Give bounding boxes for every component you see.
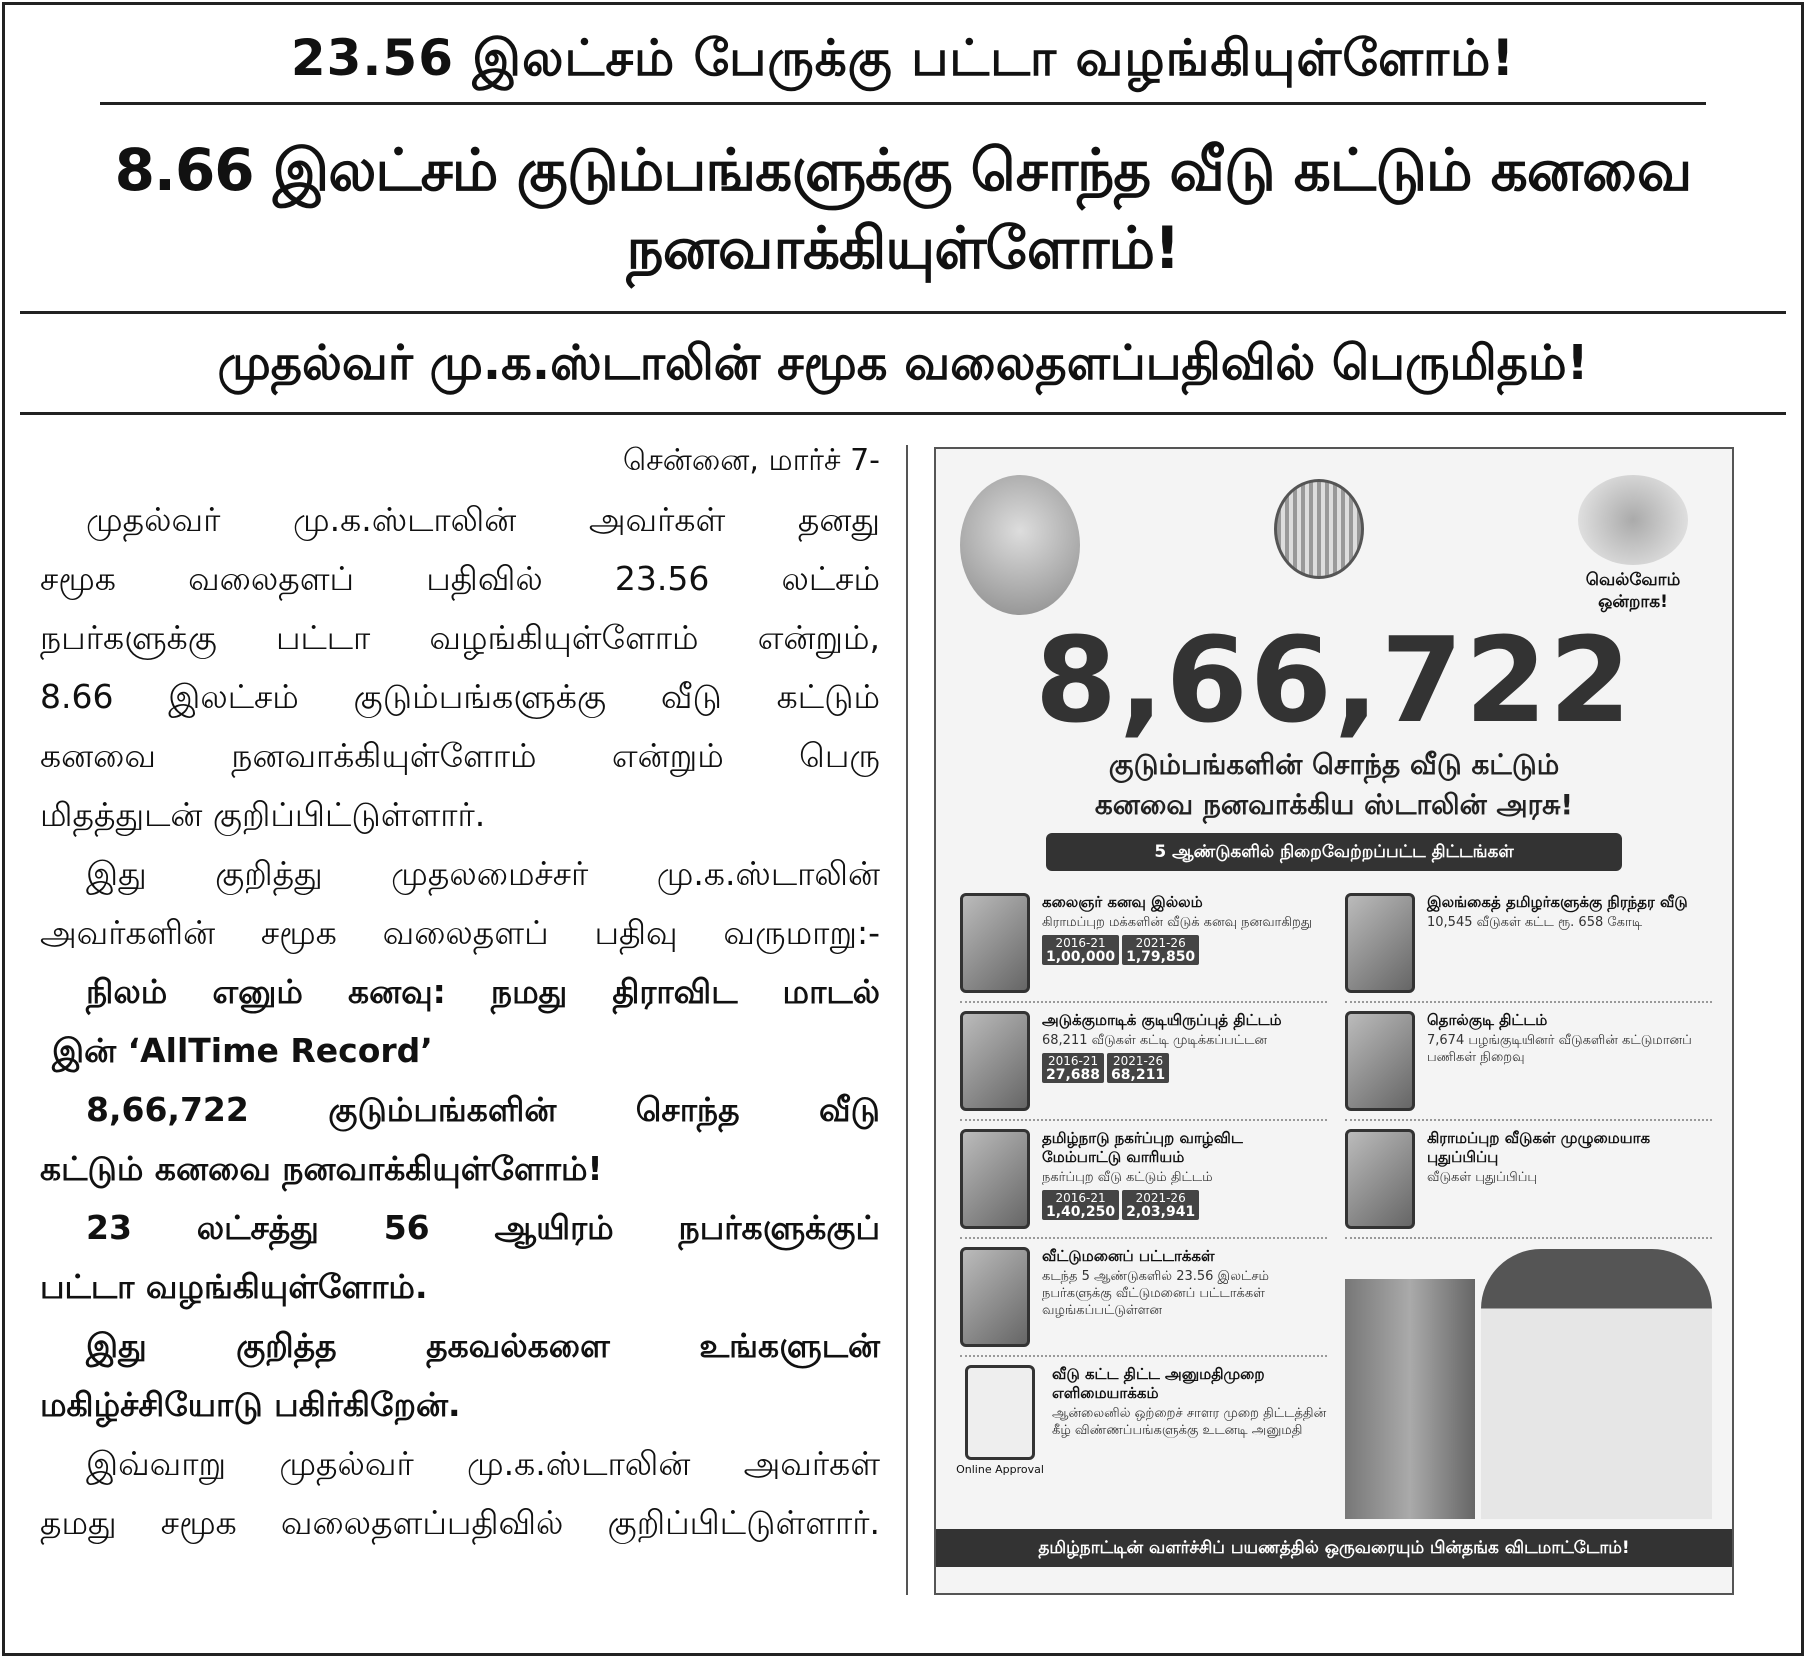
scheme-item	[960, 1121, 1327, 1239]
item-body	[1042, 1011, 1327, 1084]
item-text: 10,545 வீடுகள் கட்ட ரூ. 658 கோடி	[1427, 915, 1643, 930]
ad-visual	[1345, 1249, 1712, 1519]
stat-label: 2021-26	[1135, 936, 1186, 950]
slogan: வெல்வோம் ஒன்றாக!	[1585, 570, 1681, 612]
article-body	[20, 431, 880, 1552]
stat-value: 2,03,941	[1126, 1204, 1196, 1220]
article-line: மிதத்துடன் குறிப்பிட்டுள்ளார்.	[40, 795, 486, 834]
divider	[20, 412, 1786, 415]
item-title: தமிழ்நாடு நகர்ப்புற வாழ்விட மேம்பாட்டு வாரியம்	[1042, 1129, 1243, 1166]
stat-value: 68,211	[1111, 1067, 1166, 1083]
leader-photo	[1578, 475, 1688, 565]
stats-row	[1042, 1190, 1327, 1221]
building-image	[1345, 1279, 1475, 1519]
article-line: இன் ‘AllTime Record’	[52, 1031, 433, 1070]
section-band: 5 ஆண்டுகளில் நிறைவேற்றப்பட்ட திட்டங்கள்	[1046, 833, 1622, 871]
article-line: கட்டும் கனவை நனவாக்கியுள்ளோம்!	[40, 1149, 603, 1188]
item-body	[1042, 893, 1327, 966]
stat-box	[1122, 935, 1199, 965]
item-photo	[960, 1129, 1030, 1229]
laptop-icon	[965, 1365, 1035, 1460]
ad-subtitle: குடும்பங்களின் சொந்த வீடு கட்டும்	[1108, 748, 1560, 781]
item-photo	[960, 1011, 1030, 1111]
item-text: கடந்த 5 ஆண்டுகளில் 23.56 இலட்சம் நபர்களுக்கு வீட்டுமனைப் பட்டாக்கள் வழங்கப்பட்டுள்ளன	[1042, 1269, 1269, 1318]
headline-primary: 23.56 இலட்சம் பேருக்கு பட்டா வழங்கியுள்ளோம்!	[290, 29, 1516, 87]
stat-value: 1,00,000	[1046, 949, 1116, 965]
stat-box	[1042, 1190, 1119, 1220]
item-title: வீட்டுமனைப் பட்டாக்கள்	[1042, 1247, 1215, 1265]
stat-value: 1,40,250	[1046, 1204, 1116, 1220]
dateline: சென்னை, மார்ச் 7-	[622, 443, 880, 478]
emblem-icon	[1274, 479, 1364, 579]
ad-header	[936, 449, 1732, 615]
item-body	[1427, 1129, 1712, 1186]
article-line: 8,66,722 குடும்பங்களின் சொந்த வீடு	[86, 1090, 880, 1129]
content-row	[20, 431, 1786, 1595]
item-text: 68,211 வீடுகள் கட்டி முடிக்கப்பட்டன	[1042, 1033, 1268, 1048]
stat-label: 2016-21	[1047, 1054, 1099, 1068]
item-text: 7,674 பழங்குடியினர் வீடுகளின் கட்டுமானப் பணிகள் நிறைவு	[1427, 1033, 1692, 1065]
article-line: சமூக வலைதளப் பதிவில் 23.56 லட்சம்	[40, 559, 880, 598]
article-line: முதல்வர் மு.க.ஸ்டாலின் அவர்கள் தனது	[86, 500, 880, 539]
ad-footer-band: தமிழ்நாட்டின் வளர்ச்சிப் பயணத்தில் ஒருவரையும் பின்தங்க விடமாட்டோம்!	[936, 1529, 1732, 1567]
scheme-item	[1345, 1003, 1712, 1121]
article-line: தமது சமூக வலைதளப்பதிவில் குறிப்பிட்டுள்ளார்.	[40, 1503, 880, 1542]
stat-box	[1107, 1053, 1169, 1083]
stat-box	[1042, 935, 1119, 965]
item-photo	[960, 1247, 1030, 1347]
scheme-column-left	[956, 885, 1327, 1519]
article-line: இது குறித்த தகவல்களை உங்களுடன்	[86, 1326, 880, 1365]
scheme-item	[956, 1357, 1327, 1485]
online-approval-caption: Online Approval	[956, 1463, 1044, 1476]
advertisement	[934, 447, 1734, 1595]
item-title: கிராமப்புற வீடுகள் முழுமையாக புதுப்பிப்பு	[1427, 1129, 1651, 1166]
stat-label: 2021-26	[1112, 1054, 1164, 1068]
leader-photo	[1481, 1249, 1712, 1519]
item-title: வீடு கட்ட திட்ட அனுமதிமுறை எளிமையாக்கம்	[1052, 1365, 1265, 1402]
article-line: 8.66 இலட்சம் குடும்பங்களுக்கு வீடு கட்டும்	[40, 677, 880, 716]
headline-main: 8.66 இலட்சம் குடும்பங்களுக்கு சொந்த வீடு கட்டும் கனவை நனவாக்கியுள்ளோம்!	[114, 136, 1692, 282]
item-photo	[1345, 893, 1415, 993]
article-line: நபர்களுக்கு பட்டா வழங்கியுள்ளோம் என்றும்,	[40, 618, 880, 657]
portrait-photo	[960, 475, 1080, 615]
stats-row	[1042, 935, 1327, 966]
article-line: மகிழ்ச்சியோடு பகிர்கிறேன்.	[40, 1385, 461, 1424]
item-title: தொல்குடி திட்டம்	[1427, 1011, 1548, 1029]
stat-label: 2021-26	[1135, 1191, 1186, 1205]
leader-badge	[1558, 475, 1708, 613]
scheme-item	[960, 1003, 1327, 1121]
divider	[100, 102, 1706, 105]
stat-value: 27,688	[1046, 1067, 1101, 1083]
item-text: நகர்ப்புற வீடு கட்டும் திட்டம்	[1042, 1170, 1213, 1185]
scheme-grid	[936, 885, 1732, 1529]
stat-box	[1122, 1190, 1199, 1220]
article-line: அவர்களின் சமூக வலைதளப் பதிவு வருமாறு:-	[40, 913, 880, 952]
headline-sub: முதல்வர் மு.க.ஸ்டாலின் சமூக வலைதளப்பதிவில் பெருமிதம்!	[217, 335, 1589, 391]
item-text: கிராமப்புற மக்களின் வீடுக் கனவு நனவாகிறது	[1042, 915, 1313, 930]
ad-subtitle: கனவை நனவாக்கிய ஸ்டாலின் அரசு!	[1094, 788, 1574, 821]
article-line: நிலம் எனும் கனவு: நமது திராவிட மாடல்	[86, 972, 880, 1011]
item-title: அடுக்குமாடிக் குடியிருப்புத் திட்டம்	[1042, 1011, 1282, 1029]
article-line: இவ்வாறு முதல்வர் மு.க.ஸ்டாலின் அவர்கள்	[86, 1444, 880, 1483]
item-text: ஆன்லைனில் ஒற்றைச் சாளர முறை திட்டத்தின் கீழ் விண்ணப்பங்களுக்கு உடனடி அனுமதி	[1052, 1406, 1327, 1438]
online-approval-visual	[956, 1365, 1044, 1477]
article-line: கனவை நனவாக்கியுள்ளோம் என்றும் பெரு	[40, 736, 880, 775]
article-line: பட்டா வழங்கியுள்ளோம்.	[40, 1267, 428, 1306]
item-photo	[1345, 1129, 1415, 1229]
item-text: வீடுகள் புதுப்பிப்பு	[1427, 1170, 1538, 1185]
stat-label: 2016-21	[1055, 936, 1106, 950]
scheme-column-right	[1345, 885, 1712, 1519]
stats-row	[1042, 1053, 1327, 1084]
article-line: 23 லட்சத்து 56 ஆயிரம் நபர்களுக்குப்	[86, 1208, 880, 1247]
ad-bottom-strip	[936, 1567, 1732, 1593]
item-title: கலைஞர் கனவு இல்லம்	[1042, 893, 1203, 911]
item-photo	[1345, 1011, 1415, 1111]
article-line: இது குறித்து முதலமைச்சர் மு.க.ஸ்டாலின்	[86, 854, 880, 893]
stat-value: 1,79,850	[1126, 949, 1196, 965]
stat-box	[1042, 1053, 1104, 1083]
item-body	[1042, 1129, 1327, 1221]
scheme-item	[1345, 1121, 1712, 1239]
column-divider	[906, 445, 908, 1595]
divider	[20, 311, 1786, 314]
item-body	[1427, 1011, 1712, 1066]
scheme-item	[960, 1239, 1327, 1357]
item-body	[1052, 1365, 1327, 1439]
item-body	[1427, 893, 1712, 931]
item-photo	[960, 893, 1030, 993]
big-number: 8,66,722	[1034, 611, 1634, 749]
scheme-item	[960, 885, 1327, 1003]
scheme-item	[1345, 885, 1712, 1003]
stat-label: 2016-21	[1055, 1191, 1106, 1205]
item-body	[1042, 1247, 1327, 1319]
item-title: இலங்கைத் தமிழர்களுக்கு நிரந்தர வீடு	[1427, 893, 1688, 911]
